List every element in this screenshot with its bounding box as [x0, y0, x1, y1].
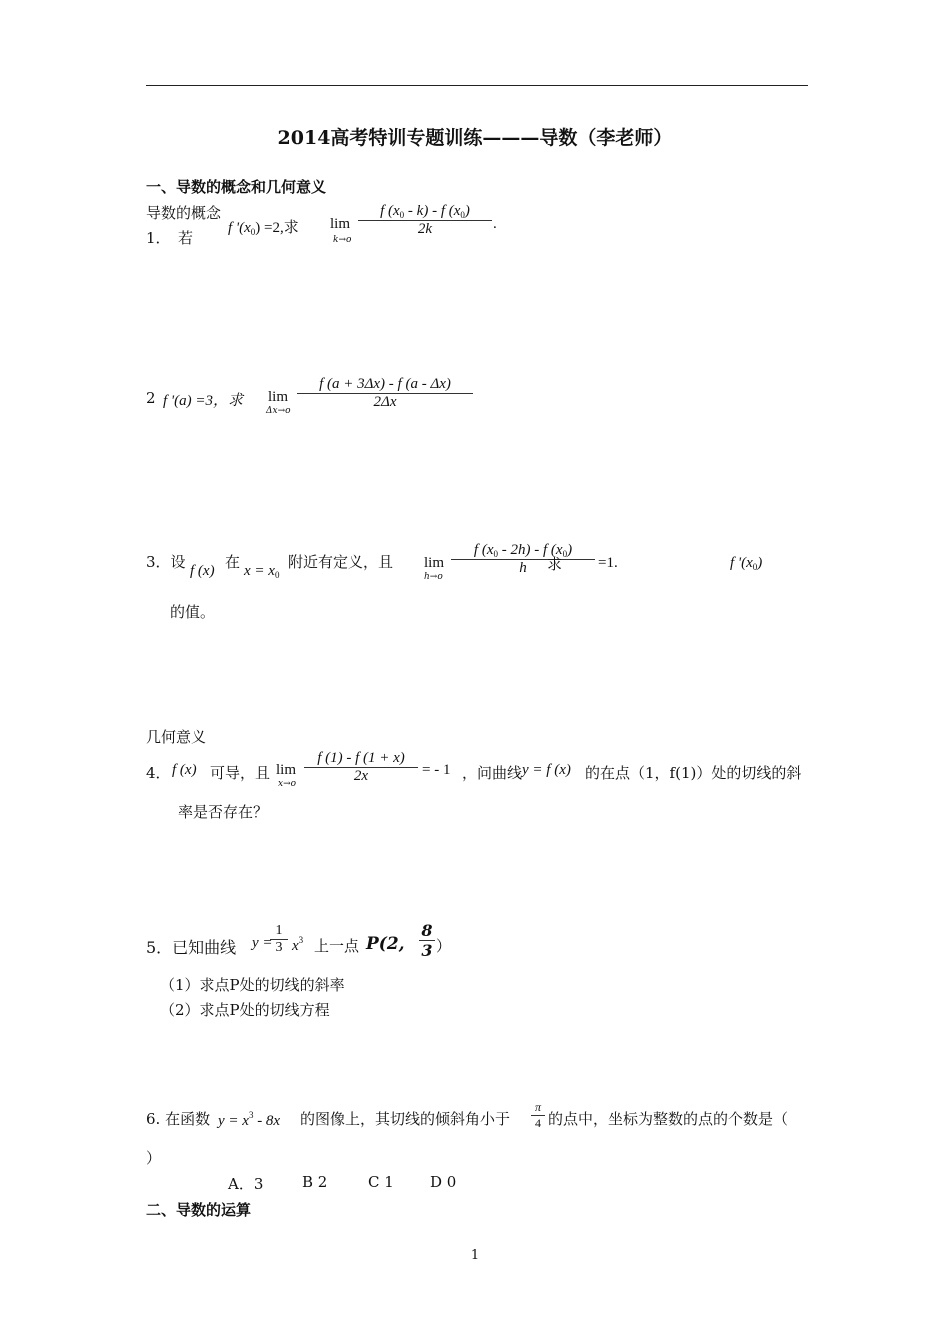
q4-lim-sub: x→o [278, 779, 297, 789]
page-title: 2014高考特训专题训练———导数（李老师） [277, 127, 673, 149]
section-1-heading: 一、导数的概念和几何意义 [146, 178, 327, 196]
q6-number: 6. 在函数 [146, 1110, 211, 1128]
q6-option-a: A．3 [228, 1175, 264, 1193]
q3-in: 在 [225, 553, 241, 571]
q6-pi-fraction: π 4 [531, 1100, 545, 1131]
q5-point: P(2, [366, 934, 405, 954]
subheading-concept: 导数的概念 [146, 204, 222, 222]
section-2-heading: 二、导数的运算 [146, 1201, 252, 1219]
q6-text1: 的图像上，其切线的倾斜角小于 [300, 1110, 511, 1128]
q1-fraction: f $(x_0 - k)$ - f $(x_0)$ 2k [358, 203, 492, 238]
page-number: 1 [470, 1248, 480, 1263]
q6-text2: 的点中，坐标为整数的点的个数是（ [548, 1110, 789, 1128]
q2-lim-sub: Δx→o [266, 406, 291, 416]
q3-text: 附近有定义，且 [288, 553, 394, 571]
q6-option-b: B 2 [302, 1173, 328, 1191]
q1-pre: 若 [178, 229, 194, 247]
q6-function: $y = x^3 - 8x$ [218, 1110, 281, 1129]
header-rule [146, 85, 808, 86]
q4-curve: y = f (x) [522, 762, 571, 778]
q4-text3: 的在点（1，f(1)）处的切线的斜 [585, 764, 802, 782]
q3-target: f '$(x_0)$ [730, 555, 763, 572]
q4-lim: lim [276, 762, 297, 778]
q4-text1: 可导，且 [210, 764, 271, 782]
q5-text: 上一点 [314, 937, 360, 955]
q5-point-fraction: 8 3 [419, 921, 435, 960]
q3-ask: 求 [547, 555, 563, 573]
q4-fx: f (x) [172, 762, 197, 778]
q3-lim: lim [424, 555, 445, 571]
q3-fraction: f $(x_0 - 2h)$ - f $(x_0)$ h [451, 542, 595, 577]
q4-fraction: f (1) - f (1 + x) 2x [304, 750, 418, 785]
q3-fx: f (x) [190, 563, 215, 579]
q3-line2: 的值。 [170, 603, 216, 621]
q2-condition: f '(a) =3，求 [163, 393, 243, 409]
q3-eq: =1. [598, 555, 618, 571]
q2-fraction: f (a + 3Δx) - f (a - Δx) 2Δx [297, 376, 473, 411]
q3-at: $x = x_0$ [244, 563, 280, 580]
q6-line2: ） [146, 1149, 162, 1167]
q5-point-end: ） [436, 937, 452, 955]
q4-number: 4． [146, 764, 171, 782]
q4-line2: 率是否存在？ [178, 803, 269, 821]
q2-number: 2 [146, 389, 156, 407]
q3-number: 3．设 [146, 553, 186, 571]
q1-condition: f '$(x_0) =2$,求 [228, 220, 299, 237]
q5-part2: （2）求点P处的切线方程 [160, 1001, 330, 1019]
q1-lim: lim [330, 216, 351, 232]
q5-x3: $x^3$ [292, 935, 304, 954]
q1-lim-sub: k→o [333, 235, 352, 245]
q1-end: . [493, 216, 497, 232]
q4-eq: = - 1 [422, 762, 451, 778]
q5-part1: （1）求点P处的切线的斜率 [160, 976, 345, 994]
q2-lim: lim [268, 389, 289, 405]
q3-lim-sub: h→o [424, 572, 443, 582]
q4-text2: ，问曲线 [462, 764, 523, 782]
q6-option-d: D 0 [430, 1173, 457, 1191]
q5-number: 5．已知曲线 [146, 938, 237, 957]
q6-option-c: C 1 [368, 1173, 394, 1191]
q5-y: y = [252, 935, 273, 951]
q5-fraction: 1 3 [270, 923, 288, 956]
q1-number: 1． [146, 229, 171, 247]
subheading-geometry: 几何意义 [146, 728, 207, 746]
